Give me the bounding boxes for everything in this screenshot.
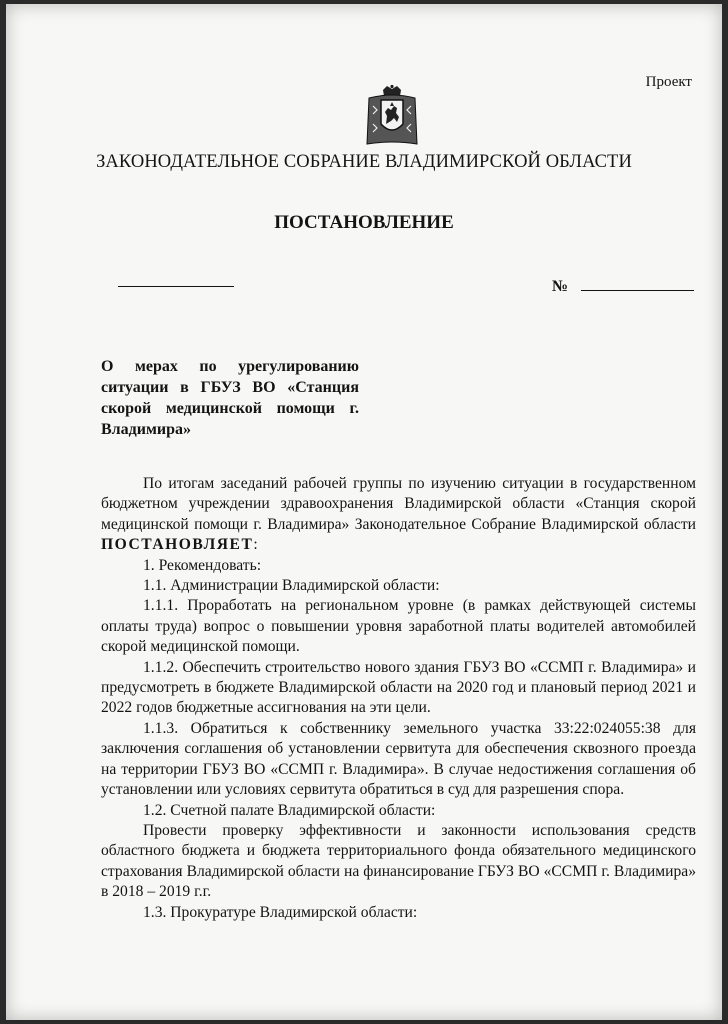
date-blank-line — [118, 286, 234, 287]
document-page — [6, 4, 722, 1020]
paragraph-1: 1. Рекомендовать: — [143, 556, 262, 574]
subject-title: О мерах по урегулированию ситуации в ГБУЗ ВО «Станция скорой медицинской помощи г. Владимира» — [101, 358, 359, 438]
intro-paragraph: По итогам заседаний рабочей группы по изучению ситуации в государственном бюджетном учреждении здравоохранения Владимирской области «Станция скорой медицинской помощи г. Владимира» Законодательное Собрание Владимирской области — [101, 475, 696, 533]
number-blank-line — [581, 290, 694, 291]
resolves-line — [101, 535, 696, 555]
document-body — [101, 474, 696, 923]
paragraph-1-1-3: 1.1.3. Обратиться к собственнику земельного участка 33:22:024055:38 для заключения соглашения об установлении сервитута для обеспечения сквозного проезда на территории ГБУЗ ВО «ССМП г. Владимира». В случае недостижения соглашения об установлении или условиях сервитута обратиться в суд для разрешения спора. — [101, 719, 696, 799]
document-type-heading: ПОСТАНОВЛЕНИЕ — [274, 212, 454, 233]
paragraph-1-2-text: Провести проверку эффективности и законности использования средств областного бюджета и бюджета территориального фонда обязательного медицинского страхования Владимирской области на финансирование ГБУЗ ВО «ССМП г. Владимира» в 2018 – 2019 г.г. — [101, 821, 696, 901]
paragraph-1-3: 1.3. Прокуратуре Владимирской области: — [143, 903, 418, 921]
coat-of-arms-icon — [363, 84, 421, 148]
number-label: № — [552, 278, 569, 295]
organization-title: ЗАКОНОДАТЕЛЬНОЕ СОБРАНИЕ ВЛАДИМИРСКОЙ ОБЛАСТИ — [96, 152, 632, 172]
paragraph-1-1-2: 1.1.2. Обеспечить строительство нового здания ГБУЗ ВО «ССМП г. Владимира» и предусмотреть в бюджете Владимирской области на 2020 год и плановый период 2021 и 2022 годов бюджетные ассигнования на эти цели. — [101, 658, 696, 717]
paragraph-1-2: 1.2. Счетной палате Владимирской области: — [143, 801, 436, 819]
paragraph-1-1-1: 1.1.1. Проработать на региональном уровне (в рамках действующей системы оплаты труда) вопрос о повышении уровня заработной платы водителей автомобилей скорой медицинской помощи. — [101, 597, 696, 656]
project-label: Проект — [645, 74, 692, 90]
paragraph-1-1: 1.1. Администрации Владимирской области: — [143, 577, 440, 595]
resolves-word: ПОСТАНОВЛЯЕТ — [101, 536, 254, 554]
resolves-colon: : — [253, 536, 258, 554]
